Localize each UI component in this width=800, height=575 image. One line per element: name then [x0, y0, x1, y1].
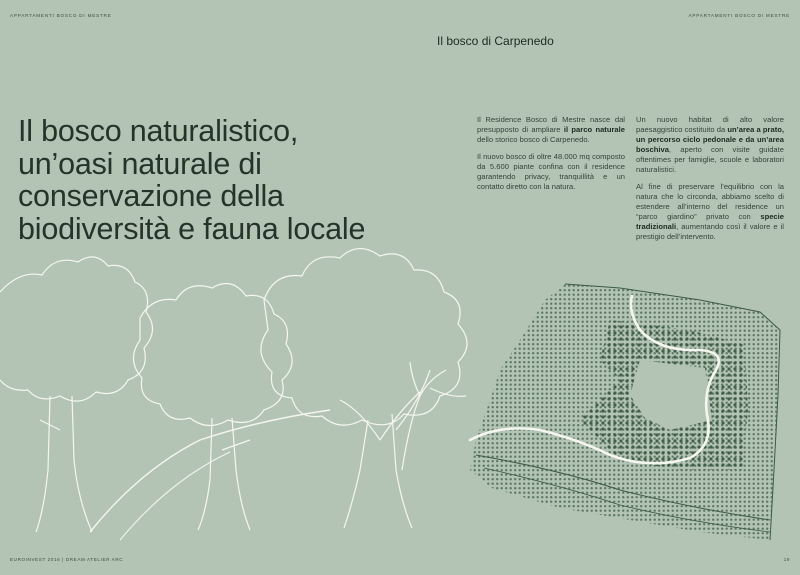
site-plan	[470, 284, 780, 540]
running-head-left: APPARTAMENTI BOSCO DI MESTRE	[10, 13, 112, 18]
text-run: Il Residence Bosco di Mestre nasce dal presupposto di ampliare	[477, 115, 625, 134]
tree-branches-3	[340, 370, 430, 528]
section-title: Il bosco di Carpenedo	[437, 34, 554, 48]
text-run: , aperto con visite guidate oftentimes per famiglie, scuole e laboratori naturalistici.	[636, 145, 784, 174]
tree-trunk-2	[198, 418, 250, 530]
footer-left: EUROINVEST 2016 | DREAM ATELIER ARC	[10, 557, 124, 562]
text-run: , aumentando così il valore e il prestigio dell’intervento.	[636, 222, 784, 241]
bold-text: specie tradizionali	[636, 212, 784, 231]
tree-crown-3	[261, 248, 467, 425]
tree-crown-2	[133, 284, 292, 426]
tree-crown-1	[0, 257, 153, 401]
tree-outlines	[0, 248, 467, 540]
headline-line: Il bosco naturalistico,	[18, 114, 299, 148]
path-curve	[120, 452, 230, 540]
text-run: dello storico bosco di Carpenedo.	[477, 135, 590, 144]
text-run: Un nuovo habitat di alto valore paesaggistico costituito da	[636, 115, 784, 134]
paragraph: Il nuovo bosco di oltre 48.000 mq composto da 5.600 piante confina con il residence garantendo privacy, tranquillità e un contatto diretto con la natura.	[477, 152, 625, 191]
running-head-right: APPARTAMENTI BOSCO DI MESTRE	[688, 13, 790, 18]
page-number: 19	[783, 557, 790, 562]
bold-text: un’area a prato, un percorso ciclo pedonale e da un’area boschiva	[636, 125, 784, 154]
bold-text: il parco naturale	[563, 125, 625, 134]
headline-line: conservazione della	[18, 179, 284, 213]
headline-line: biodiversità e fauna locale	[18, 211, 366, 246]
headline-line: un’oasi naturale di	[18, 146, 262, 181]
text-run: Al fine di preservare l’equilibrio con la natura che lo circonda, abbiamo scelto di estendere all’interno del residence un “parco giardino” privato con	[636, 182, 784, 221]
tree-trunk-1	[36, 396, 92, 532]
tree-branches-4	[402, 362, 466, 470]
